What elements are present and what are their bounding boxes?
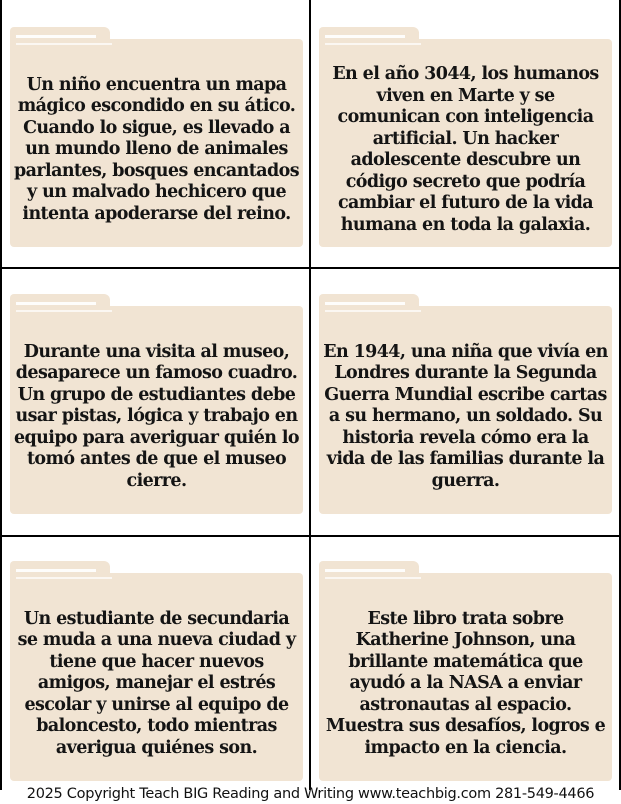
card-summary-text: En 1944, una niña que vivía en Londres durante la Segunda Guerra Mundial escribe cartas a su hermano, un soldado. Su historia revela cómo era la vida de las familias durante la guerra. <box>323 341 608 491</box>
cut-line-horizontal-1 <box>0 267 621 269</box>
folder-card-5 <box>10 561 303 781</box>
copyright-footer: 2025 Copyright Teach BIG Reading and Writing www.teachbig.com 281-549-4466 <box>26 786 595 802</box>
card-summary-text: En el año 3044, los humanos viven en Marte y se comunican con inteligencia artificial. Un hacker adolescente descubre un código secreto que podría cambiar el futuro de la vida humana en toda la galaxia. <box>332 64 599 235</box>
cut-line-horizontal-2 <box>0 535 621 537</box>
cut-line-vertical <box>309 0 311 790</box>
folder-card-4 <box>319 294 612 514</box>
folder-card-6 <box>319 561 612 781</box>
folder-card-1 <box>10 27 303 247</box>
card-summary-text: Un niño encuentra un mapa mágico escondido en su ático. Cuando lo sigue, es llevado a un mundo lleno de animales parlantes, bosques encantados y un malvado hechicero que intenta apoderarse del reino. <box>14 74 299 224</box>
folder-card-2 <box>319 27 612 247</box>
card-summary-text: Durante una visita al museo, desaparece un famoso cuadro. Un grupo de estudiantes debe usar pistas, lógica y trabajo en equipo para averiguar quién lo tomó antes de que el museo cierre. <box>14 341 299 491</box>
card-summary-text: Este libro trata sobre Katherine Johnson, una brillante matemática que ayudó a la NASA a enviar astronautas al espacio. Muestra sus desafíos, logros e impacto en la ciencia. <box>325 608 606 758</box>
page-border-left <box>0 0 2 790</box>
folder-card-3 <box>10 294 303 514</box>
card-summary-text: Un estudiante de secundaria se muda a una nueva ciudad y tiene que hacer nuevos amigos, manejar el estrés escolar y unirse al equipo de baloncesto, todo mientras averigua quiénes son. <box>17 608 296 758</box>
